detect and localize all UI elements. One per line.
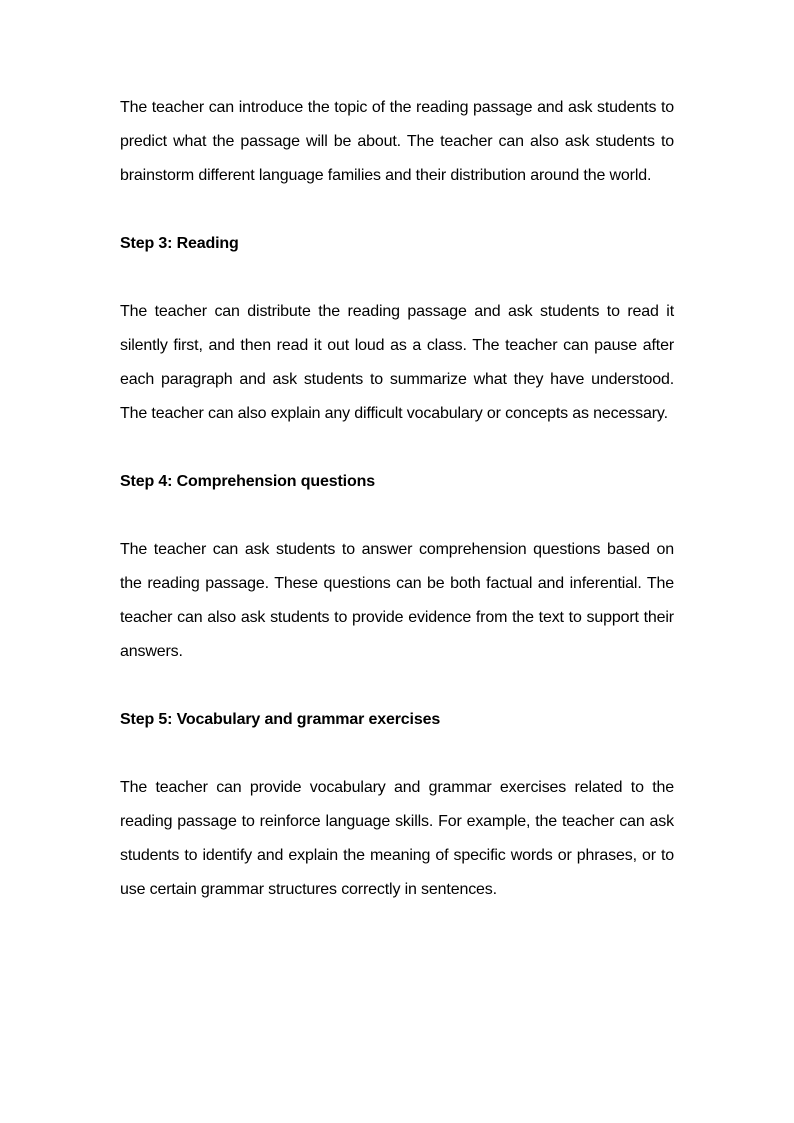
step-5-paragraph: The teacher can provide vocabulary and grammar exercises related to the reading passage to reinforce language skills. For example, the teacher can ask students to identify and explain the meaning of specific words or phrases, or to use certain grammar structures correctly in sentences.: [120, 779, 674, 898]
step-5-heading: Step 5: Vocabulary and grammar exercises: [120, 711, 441, 728]
step-4-paragraph: The teacher can ask students to answer comprehension questions based on the reading passage. These questions can be both factual and inferential. The teacher can also ask students to provide evidence from the text to support their answers.: [120, 541, 674, 660]
step-3-heading: Step 3: Reading: [120, 235, 239, 252]
intro-paragraph: The teacher can introduce the topic of the reading passage and ask students to predict what the passage will be about. The teacher can also ask students to brainstorm different language families and their distribution around the world.: [120, 99, 674, 184]
step-4-heading: Step 4: Comprehension questions: [120, 473, 375, 490]
document-body: [120, 91, 674, 941]
step-3-paragraph: The teacher can distribute the reading passage and ask students to read it silently first, and then read it out loud as a class. The teacher can pause after each paragraph and ask students to summarize what they have understood. The teacher can also explain any difficult vocabulary or concepts as necessary.: [120, 303, 674, 422]
